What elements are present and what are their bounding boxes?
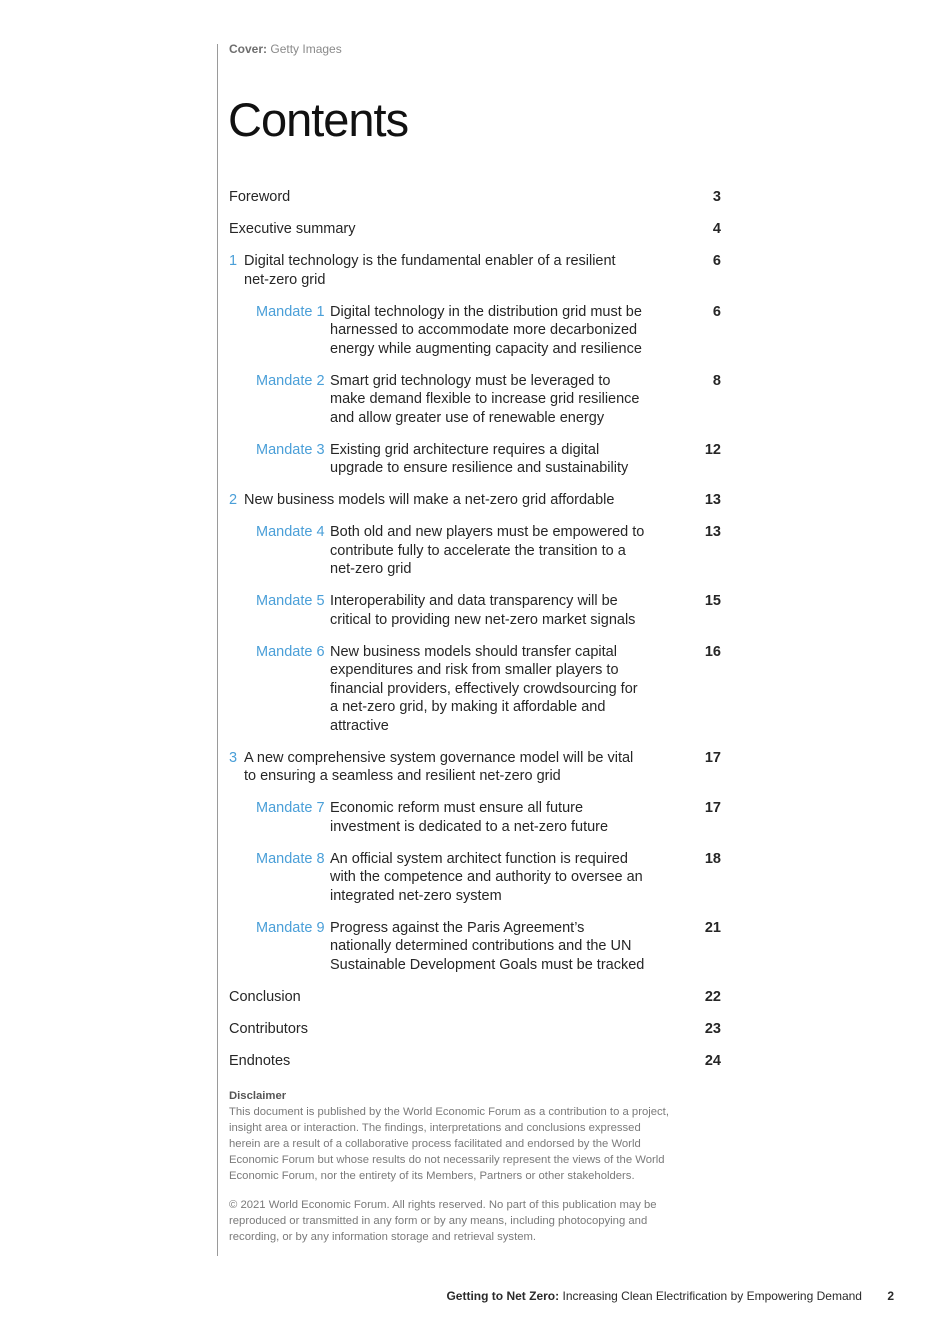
toc-entry-text <box>229 441 681 478</box>
page-number: 2 <box>887 1289 894 1303</box>
toc-mandate-label: Mandate 1 <box>256 303 325 320</box>
toc-entry[interactable] <box>229 1020 721 1039</box>
toc-mandate-title: Economic reform must ensure all future investment is dedicated to a net-zero future <box>330 800 609 835</box>
toc-page-number: 16 <box>704 643 721 660</box>
toc-mandate-label: Mandate 6 <box>256 643 325 660</box>
toc-entry-text <box>229 252 681 289</box>
toc-section-title: Digital technology is the fundamental enabler of a resilient net-zero grid <box>244 253 616 288</box>
toc-page-number: 24 <box>704 1052 721 1069</box>
toc-entry-text <box>229 592 681 629</box>
toc-entry[interactable] <box>229 441 721 478</box>
toc-entry[interactable] <box>229 188 721 207</box>
toc-entry-text <box>229 850 681 906</box>
toc-mandate-label: Mandate 3 <box>256 441 325 458</box>
toc-page-number: 17 <box>704 800 721 816</box>
copyright-notice: © 2021 World Economic Forum. All rights reserved. No part of this publication may be reproduced or transmitted in any form or by any means, including photocopying and recording, or by any information storage and retrieval system. <box>229 1199 657 1243</box>
toc-page-number: 6 <box>712 253 721 269</box>
toc-mandate-title: Interoperability and data transparency will be critical to providing new net-zero market signals <box>330 593 636 628</box>
toc-entry[interactable] <box>229 749 721 786</box>
toc-entry-text <box>229 643 681 736</box>
toc-entry[interactable] <box>229 988 721 1007</box>
toc-entry-text <box>229 919 681 975</box>
toc-mandate-title: Digital technology in the distribution grid must be harnessed to accommodate more decarbonized energy while augmenting capacity and resilience <box>330 303 642 357</box>
cover-credit <box>229 42 342 56</box>
toc-mandate-label: Mandate 7 <box>256 800 325 816</box>
toc-page-number: 13 <box>704 492 721 508</box>
toc-mandate-title: Existing grid architecture requires a digital upgrade to ensure resilience and sustainability <box>330 441 629 476</box>
toc-page-number: 22 <box>704 988 721 1005</box>
left-margin-rule <box>217 44 218 1256</box>
toc-entry-text: Contributors <box>229 1020 308 1037</box>
toc-entry-text <box>229 303 681 359</box>
footer-title-bold: Getting to Net Zero: <box>446 1289 560 1303</box>
toc-section-number: 3 <box>229 749 238 766</box>
disclaimer-body: This document is published by the World Economic Forum as a contribution to a project, insight area or interaction. The findings, interpretations and conclusions expressed herein are a result of a collaborative process facilitated and endorsed by the World Economic Forum but whose results do not necessarily represent the views of the World Economic Forum, nor the entirety of its Members, Partners or other stakeholders. <box>229 1106 669 1182</box>
toc-entry[interactable] <box>229 220 721 239</box>
toc-mandate-title: An official system architect function is required with the competence and authority to oversee an integrated net-zero system <box>330 850 643 904</box>
toc-page-number: 6 <box>712 303 721 320</box>
toc-page-number: 12 <box>704 441 721 458</box>
disclaimer <box>229 1088 669 1245</box>
toc-entry-text <box>229 372 681 428</box>
toc-mandate-title: Both old and new players must be empowered to contribute fully to accelerate the transition to a net-zero grid <box>330 524 645 577</box>
toc-section-title: New business models will make a net-zero grid affordable <box>244 492 615 508</box>
disclaimer-heading: Disclaimer <box>229 1090 287 1102</box>
cover-credit-text: Getty Images <box>270 42 342 56</box>
footer-title: Increasing Clean Electrification by Empowering Demand <box>562 1289 862 1303</box>
toc-entry[interactable] <box>229 643 721 736</box>
toc-entry-text: Conclusion <box>229 988 301 1005</box>
toc-mandate-label: Mandate 5 <box>256 593 325 609</box>
toc-mandate-label: Mandate 8 <box>256 850 325 867</box>
toc-entry-text <box>229 749 681 786</box>
toc-page-number: 21 <box>704 919 721 936</box>
toc-mandate-label: Mandate 9 <box>256 919 325 936</box>
table-of-contents <box>229 188 721 1084</box>
toc-entry-text <box>229 523 681 579</box>
toc-entry[interactable] <box>229 523 721 579</box>
toc-entry[interactable] <box>229 252 721 289</box>
toc-section-number: 2 <box>229 492 238 508</box>
toc-page-number: 3 <box>712 189 721 205</box>
toc-entry-text: Executive summary <box>229 221 356 237</box>
toc-entry[interactable] <box>229 1052 721 1071</box>
page-footer <box>446 1289 894 1303</box>
toc-page-number: 17 <box>704 749 721 766</box>
toc-page-number: 8 <box>712 372 721 389</box>
toc-entry[interactable] <box>229 919 721 975</box>
toc-entry[interactable] <box>229 592 721 629</box>
toc-entry-text <box>229 799 681 836</box>
toc-page-number: 13 <box>704 524 721 540</box>
toc-entry-text: Foreword <box>229 189 291 205</box>
toc-mandate-title: New business models should transfer capital expenditures and risk from smaller players to financial providers, effectively crowdsourcing for a net-zero grid, by making it affordable and attractive <box>330 643 638 734</box>
toc-page-number: 4 <box>712 221 721 237</box>
toc-entry[interactable] <box>229 303 721 359</box>
toc-page-number: 18 <box>704 850 721 867</box>
toc-page-number: 23 <box>704 1020 721 1037</box>
toc-mandate-title: Progress against the Paris Agreement’s nationally determined contributions and the UN Sustainable Development Goals must be tracked <box>330 919 645 973</box>
toc-entry[interactable] <box>229 372 721 428</box>
page-title: Contents <box>228 93 409 146</box>
toc-entry[interactable] <box>229 799 721 836</box>
toc-mandate-label: Mandate 2 <box>256 372 325 389</box>
toc-entry[interactable] <box>229 491 721 510</box>
toc-entry-text <box>229 491 681 510</box>
cover-credit-label: Cover: <box>229 42 268 56</box>
toc-section-title: A new comprehensive system governance model will be vital to ensuring a seamless and resilient net-zero grid <box>244 749 634 784</box>
toc-mandate-title: Smart grid technology must be leveraged to make demand flexible to increase grid resilience and allow greater use of renewable energy <box>330 372 640 426</box>
toc-entry-text: Endnotes <box>229 1052 291 1069</box>
toc-mandate-label: Mandate 4 <box>256 524 325 540</box>
toc-section-number: 1 <box>229 253 238 269</box>
toc-page-number: 15 <box>704 593 721 609</box>
toc-entry[interactable] <box>229 850 721 906</box>
